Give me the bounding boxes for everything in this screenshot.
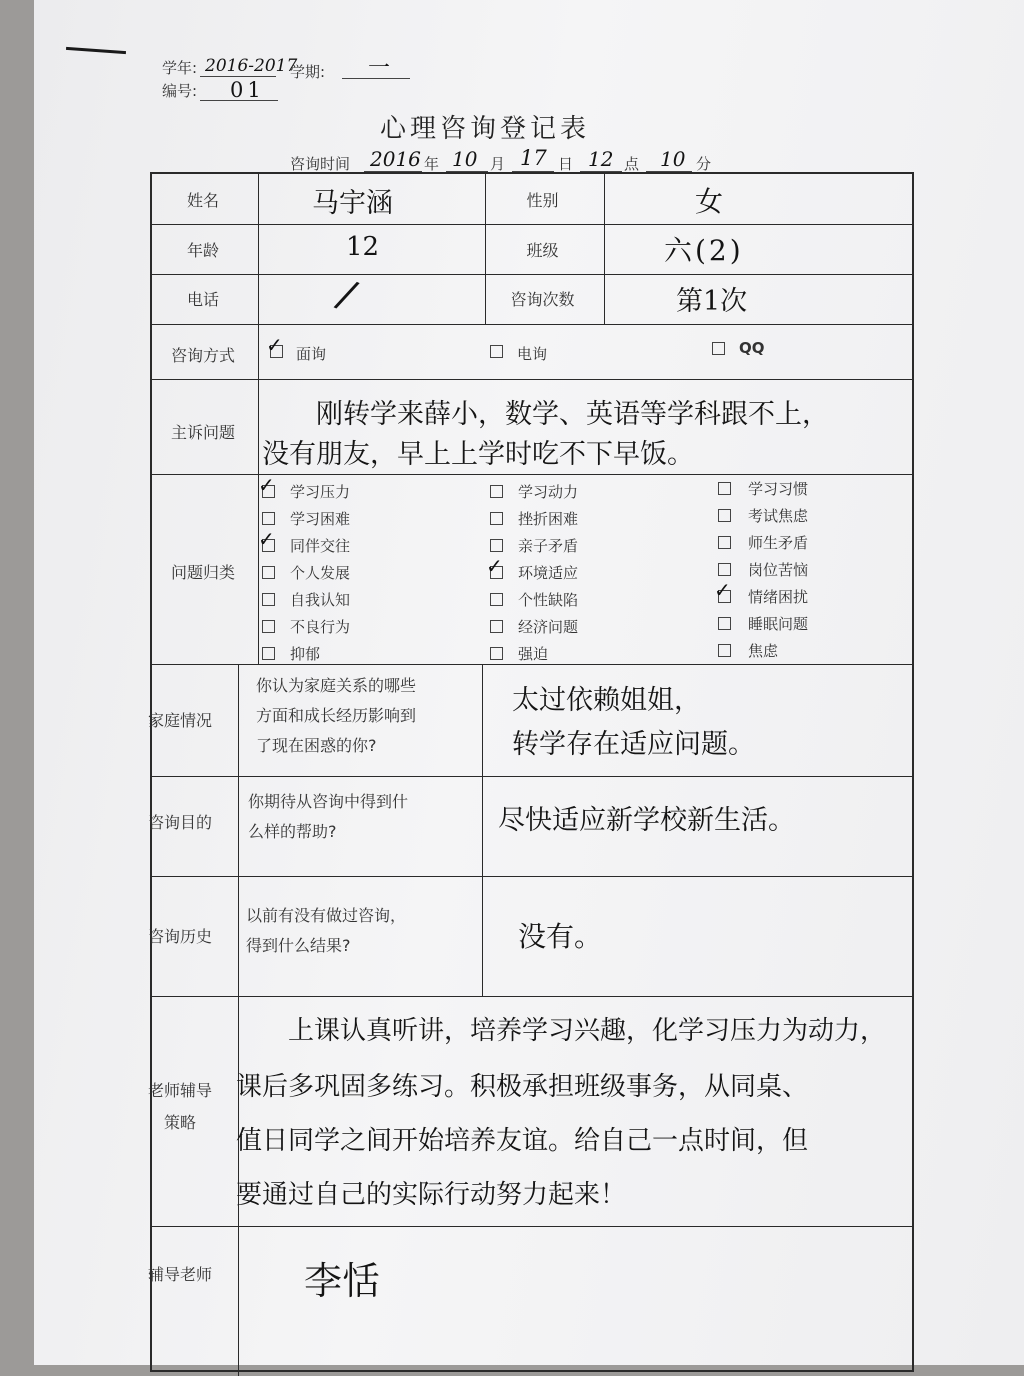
cat-checkbox[interactable] — [718, 536, 731, 549]
gender-value: 女 — [695, 185, 724, 218]
row-line — [152, 379, 912, 380]
purpose-question-2: 么样的帮助? — [248, 822, 337, 841]
complaint-line-1: 刚转学来薛小，数学、英语等学科跟不上， — [316, 399, 829, 430]
age-value: 12 — [346, 232, 380, 262]
row-line — [152, 224, 912, 225]
strategy-line-3: 值日同学之间开始培养友谊。给自己一点时间，但 — [236, 1126, 809, 1156]
phone-value: / — [330, 271, 363, 319]
cat-option: 环境适应 — [518, 564, 579, 582]
checkmark-icon: ✓ — [486, 554, 503, 578]
consult-year: 2016 — [370, 147, 421, 171]
family-question-1: 你认为家庭关系的哪些 — [256, 676, 417, 695]
col-line — [604, 174, 605, 324]
cat-checkbox[interactable] — [718, 644, 731, 657]
phone-label: 电话 — [186, 290, 219, 309]
cat-option: 考试焦虑 — [748, 507, 809, 525]
category-label: 问题归类 — [170, 563, 235, 582]
cat-checkbox[interactable] — [718, 509, 731, 522]
method-option-qq: QQ — [739, 339, 765, 357]
strategy-line-2: 课后多巩固多练习。积极承担班级事务，从同桌、 — [236, 1072, 809, 1102]
history-question-1: 以前有没有做过咨询， — [246, 906, 407, 925]
family-question-3: 了现在困惑的你? — [256, 736, 377, 755]
counselor-label: 辅导老师 — [147, 1265, 212, 1284]
complaint-line-2: 没有朋友，早上上学时吃不下早饭。 — [262, 439, 694, 470]
cat-checkbox[interactable] — [490, 647, 503, 660]
method-label: 咨询方式 — [170, 346, 235, 365]
family-label: 家庭情况 — [147, 711, 212, 730]
cat-option: 亲子矛盾 — [518, 537, 579, 555]
col-line — [238, 664, 239, 996]
hour-unit: 点 — [624, 155, 640, 173]
name-value: 马宇涵 — [312, 188, 393, 219]
cat-checkbox[interactable] — [262, 512, 275, 525]
cat-checkbox[interactable] — [490, 593, 503, 606]
cat-option: 学习困难 — [290, 510, 351, 528]
cat-option: 焦虑 — [748, 642, 779, 660]
year-label: 学年: — [162, 59, 198, 77]
cat-option: 自我认知 — [290, 591, 351, 609]
cat-checkbox[interactable] — [262, 647, 275, 660]
consult-time-label: 咨询时间 — [290, 155, 351, 173]
count-label: 咨询次数 — [510, 290, 575, 309]
history-question-2: 得到什么结果? — [246, 936, 351, 955]
cat-checkbox[interactable] — [718, 482, 731, 495]
method-checkbox-qq[interactable] — [712, 342, 725, 355]
cat-option: 学习动力 — [518, 483, 579, 501]
row-line — [152, 776, 912, 777]
cat-option: 个性缺陷 — [518, 591, 579, 609]
cat-option: 不良行为 — [290, 618, 351, 636]
class-label: 班级 — [526, 241, 559, 260]
purpose-question-1: 你期待从咨询中得到什 — [248, 792, 409, 811]
cat-checkbox[interactable] — [490, 485, 503, 498]
cat-option: 同伴交往 — [290, 537, 351, 555]
cat-option: 岗位苦恼 — [748, 561, 809, 579]
minute-unit: 分 — [696, 155, 712, 173]
checkmark-icon: ✓ — [258, 527, 275, 551]
number-value: 01 — [230, 78, 265, 102]
checkmark-icon: ✓ — [266, 333, 283, 357]
year-unit: 年 — [424, 155, 440, 173]
checkmark-icon: ✓ — [258, 473, 275, 497]
cat-option: 抑郁 — [290, 645, 321, 663]
cat-option: 学习压力 — [290, 483, 351, 501]
counselor-signature: 李恬 — [304, 1259, 381, 1303]
purpose-answer: 尽快适应新学校新生活。 — [498, 805, 795, 836]
strategy-label-2: 策略 — [163, 1113, 196, 1132]
consult-minute: 10 — [660, 147, 686, 171]
consult-day: 17 — [520, 146, 547, 170]
day-unit: 日 — [558, 155, 574, 173]
cat-option: 挫折困难 — [518, 510, 579, 528]
family-answer-1: 太过依赖姐姐， — [512, 685, 701, 716]
history-label: 咨询历史 — [147, 927, 212, 946]
term-label: 学期: — [290, 63, 326, 81]
cat-checkbox[interactable] — [718, 563, 731, 576]
age-label: 年龄 — [186, 241, 219, 260]
cat-checkbox[interactable] — [490, 539, 503, 552]
family-answer-2: 转学存在适应问题。 — [512, 729, 755, 760]
consult-hour: 12 — [588, 147, 614, 171]
month-unit: 月 — [490, 155, 506, 173]
number-label: 编号: — [162, 82, 198, 100]
cat-option: 情绪困扰 — [748, 588, 809, 606]
cat-checkbox[interactable] — [490, 512, 503, 525]
purpose-label: 咨询目的 — [147, 813, 212, 832]
cat-option: 睡眠问题 — [748, 615, 809, 633]
row-line — [152, 664, 912, 665]
method-checkbox-phone[interactable] — [490, 345, 503, 358]
method-option-in-person: 面询 — [296, 345, 327, 363]
year-underline — [200, 76, 276, 77]
count-value: 第1次 — [676, 286, 748, 317]
row-line — [152, 274, 912, 275]
gender-label: 性别 — [526, 191, 559, 210]
family-question-2: 方面和成长经历影响到 — [256, 706, 417, 725]
row-line — [152, 996, 912, 997]
cat-option: 个人发展 — [290, 564, 351, 582]
strategy-label-1: 老师辅导 — [147, 1081, 212, 1100]
strategy-line-4: 要通过自己的实际行动努力起来！ — [236, 1180, 627, 1210]
name-label: 姓名 — [186, 191, 219, 210]
cat-checkbox[interactable] — [718, 617, 731, 630]
cat-checkbox[interactable] — [262, 593, 275, 606]
consult-month: 10 — [452, 147, 478, 171]
cat-option: 师生矛盾 — [748, 534, 809, 552]
term-value: 一 — [368, 56, 391, 81]
class-value: 六(2) — [664, 234, 744, 267]
col-line — [482, 664, 483, 996]
row-line — [152, 1226, 912, 1227]
history-answer: 没有。 — [518, 920, 603, 953]
method-option-phone: 电询 — [517, 345, 548, 363]
complaint-label: 主诉问题 — [170, 423, 235, 442]
year-value: 2016-2017 — [205, 56, 298, 76]
cat-checkbox[interactable] — [262, 566, 275, 579]
cat-option: 强迫 — [518, 645, 549, 663]
form-title: 心理咨询登记表 — [380, 114, 591, 144]
checkmark-icon: ✓ — [714, 578, 731, 602]
strategy-line-1: 上课认真听讲，培养学习兴趣，化学习压力为动力， — [288, 1016, 887, 1046]
row-line — [152, 876, 912, 877]
col-line — [258, 174, 259, 324]
cat-option: 经济问题 — [518, 618, 579, 636]
cat-option: 学习习惯 — [748, 480, 809, 498]
cat-checkbox[interactable] — [490, 620, 503, 633]
row-line — [152, 324, 912, 325]
cat-checkbox[interactable] — [262, 620, 275, 633]
